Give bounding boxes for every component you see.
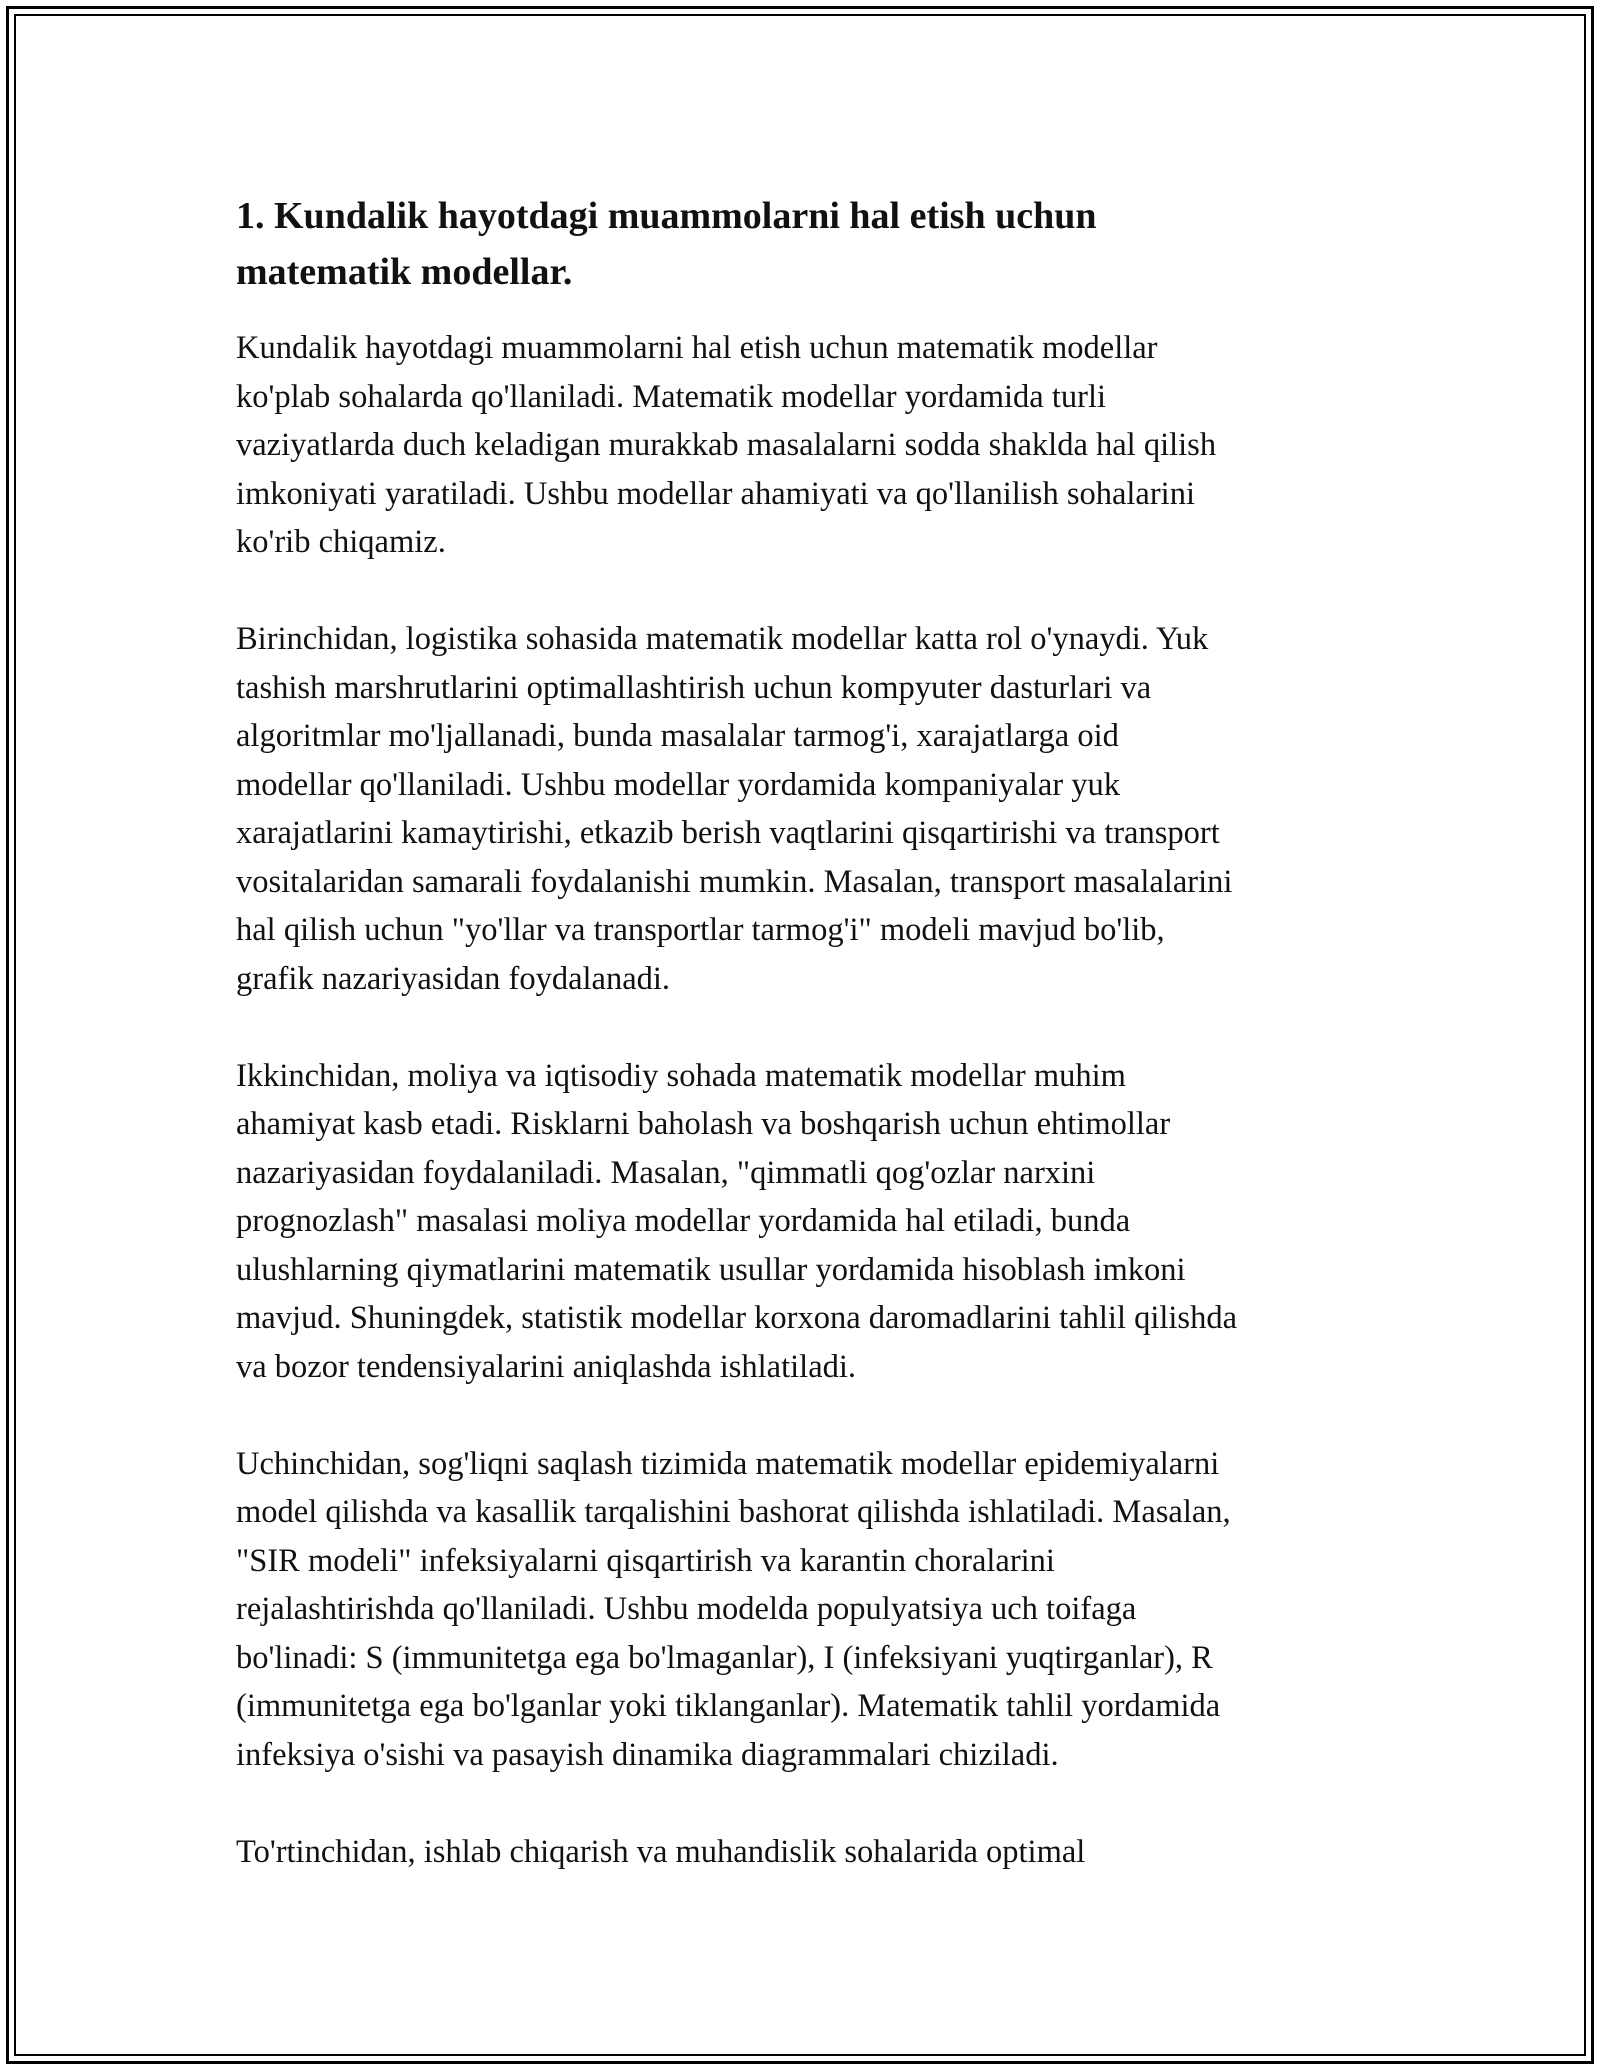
document-title: 1. Kundalik hayotdagi muammolarni hal etish uchun matematik modellar. [236, 195, 1097, 293]
paragraph-manufacturing: To'rtinchidan, ishlab chiqarish va muhandislik sohalarida optimal [236, 1833, 1086, 1870]
document-body [236, 188, 1376, 1925]
paragraph-intro: Kundalik hayotdagi muammolarni hal etish uchun matematik modellar ko'plab sohalarda qo'llaniladi. Matematik modellar yordamida turli vaziyatlarda duch keladigan murakkab masalalarni sodda shaklda hal qilish imkoniyati yaratiladi. Ushbu modellar ahamiyati va qo'llanilish sohalarini ko'rib chiqamiz. [236, 330, 1217, 560]
paragraph-healthcare: Uchinchidan, sog'liqni saqlash tizimida matematik modellar epidemiyalarni model qilishda va kasallik tarqalishini bashorat qilishda ishlatiladi. Masalan, "SIR modeli" infeksiyalarni qisqartirish va karantin choralarini rejalashtirishda qo'llaniladi. Ushbu modelda populyatsiya uch toifaga bo'linadi: S (immunitetga ega bo'lmaganlar), I (infeksiyani yuqtirganlar), R (immunitetga ega bo'lganlar yoki tiklanganlar). Matematik tahlil yordamida infeksiya o'sishi va pasayish dinamika diagrammalari chiziladi. [236, 1445, 1231, 1773]
paragraph-logistics: Birinchidan, logistika sohasida matematik modellar katta rol o'ynaydi. Yuk tashish marshrutlarini optimallashtirish uchun kompyuter dasturlari va algoritmlar mo'ljallanadi, bunda masalalar tarmog'i, xarajatlarga oid modellar qo'llaniladi. Ushbu modellar yordamida kompaniyalar yuk xarajatlarini kamaytirishi, etkazib berish vaqtlarini qisqartirishi va transport vositalaridan samarali foydalanishi mumkin. Masalan, transport masalalarini hal qilish uchun "yo'llar va transportlar tarmog'i" modeli mavjud bo'lib, grafik nazariyasidan foydalanadi. [236, 621, 1233, 997]
paragraph-finance: Ikkinchidan, moliya va iqtisodiy sohada matematik modellar muhim ahamiyat kasb etadi. Risklarni baholash va boshqarish uchun ehtimollar nazariyasidan foydalaniladi. Masalan, "qimmatli qog'ozlar narxini prognozlash" masalasi moliya modellar yordamida hal etiladi, bunda ulushlarning qiymatlarini matematik usullar yordamida hisoblash imkoni mavjud. Shuningdek, statistik modellar korxona daromadlarini tahlil qilishda va bozor tendensiyalarini aniqlashda ishlatiladi. [236, 1057, 1238, 1385]
